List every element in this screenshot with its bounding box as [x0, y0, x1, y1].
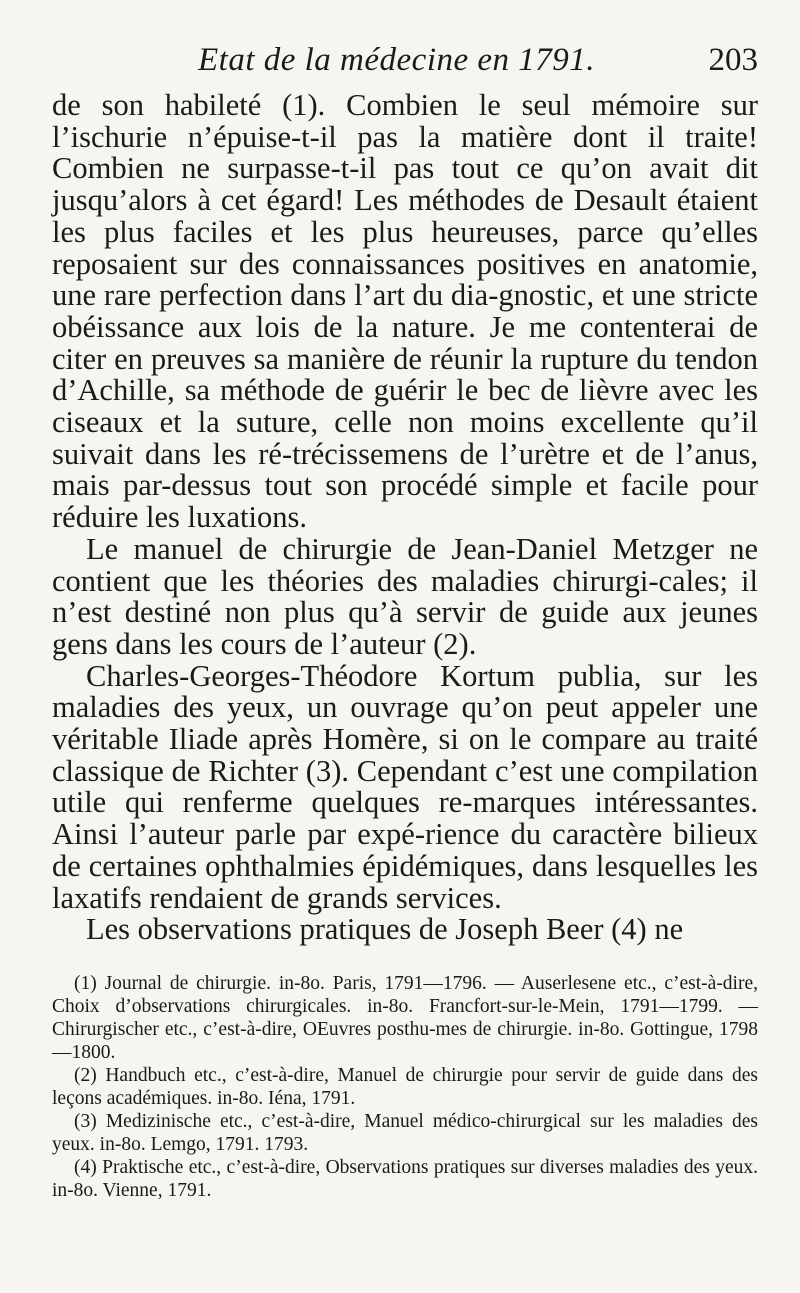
footnote: (3) Medizinische etc., c’est-à-dire, Manuel médico-chirurgical sur les maladies des yeux. in-8o. Lemgo, 1791. 1793. [52, 1110, 758, 1155]
paragraph: Les observations pratiques de Joseph Beer (4) ne [86, 912, 684, 947]
running-head [52, 32, 758, 88]
paragraph: de son habileté (1). Combien le seul mémoire sur l’ischurie n’épuise-t-il pas la matière dont il traite! Combien ne surpasse-t-il pas tout ce qu’on avait dit jusqu’alors à cet égard! Les méthodes de Desault étaient les plus faciles et les plus heureuses, parce qu’elles reposaient sur des connaissances positives en anatomie, une rare perfection dans l’art du dia-gnostic, et une stricte obéissance aux lois de la nature. Je me contenterai de citer en preuves sa manière de réunir la rupture du tendon d’Achille, sa méthode de guérir le bec de lièvre avec les ciseaux et la suture, celle non moins excellente qu’il suivait dans les ré-trécissemens de l’urètre et de l’anus, mais par-dessus tout son procédé simple et facile pour réduire les luxations. [52, 88, 758, 535]
footnote: (2) Handbuch etc., c’est-à-dire, Manuel de chirurgie pour servir de guide dans des leçons académiques. in-8o. Iéna, 1791. [52, 1064, 758, 1109]
footnote: (1) Journal de chirurgie. in-8o. Paris, 1791—1796. — Auserlesene etc., c’est-à-dire, Choix d’observations chirurgicales. in-8o. Francfort-sur-le-Mein, 1791—1799. — Chirurgischer etc., c’est-à-dire, OEuvres posthu-mes de chirurgie. in-8o. Gottingue, 1798—1800. [52, 972, 758, 1063]
footnotes [52, 972, 758, 1202]
footnote: (4) Praktische etc., c’est-à-dire, Observations pratiques sur diverses maladies des yeux. in-8o. Vienne, 1791. [52, 1156, 758, 1201]
book-page [52, 32, 758, 1202]
paragraph: Charles-Georges-Théodore Kortum publia, sur les maladies des yeux, un ouvrage qu’on peut appeler une véritable Iliade après Homère, si on le compare au traité classique de Richter (3). Cependant c’est une compilation utile qui renferme quelques re-marques intéressantes. Ainsi l’auteur parle par expé-rience du caractère bilieux de certaines ophthalmies épidémiques, dans lesquelles les laxatifs rendaient de grands services. [52, 658, 758, 915]
running-title: Etat de la médecine en 1791. [198, 42, 596, 78]
body-text [52, 90, 758, 946]
page-number: 203 [708, 42, 758, 78]
paragraph: Le manuel de chirurgie de Jean-Daniel Metzger ne contient que les théories des maladies chirurgi-cales; il n’est destiné non plus qu’à servir de guide aux jeunes gens dans les cours de l’auteur (2). [52, 531, 758, 661]
